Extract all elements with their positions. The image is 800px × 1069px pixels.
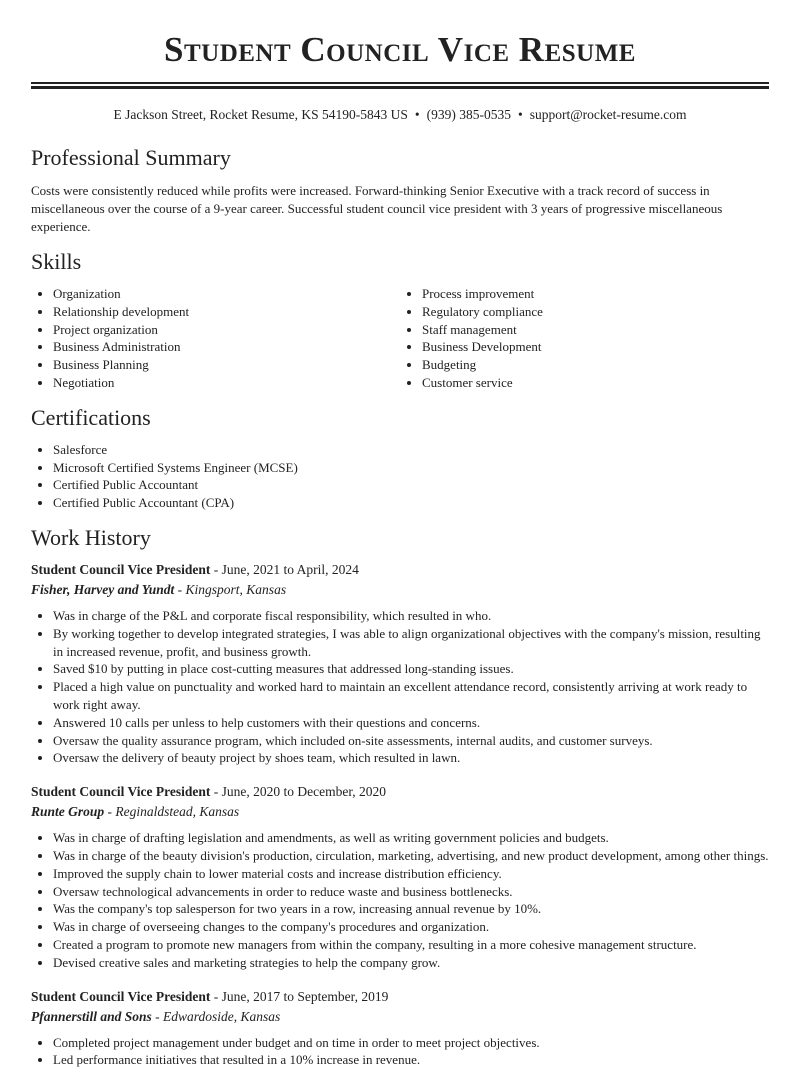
certifications-list — [31, 441, 769, 512]
list-item: • Was in charge of overseeing changes to the company's procedures and organization. — [53, 918, 769, 936]
job-title: Student Council Vice President — [31, 988, 211, 1004]
list-item: • Business Administration — [53, 338, 400, 356]
job-title: Student Council Vice President — [31, 561, 211, 577]
resume-title: Student Council Vice Resume — [164, 30, 636, 69]
list-item: • Led performance initiatives that resulted in a 10% increase in revenue. — [53, 1051, 769, 1069]
list-item: • Was in charge of drafting legislation and amendments, as well as writing government policies and budgets. — [53, 829, 769, 847]
title-divider — [31, 82, 769, 84]
job-bullets — [31, 829, 769, 971]
job-entry — [31, 988, 769, 1069]
contact-line — [31, 106, 769, 124]
list-item: • Oversaw the delivery of beauty project by shoes team, which resulted in lawn. — [53, 749, 769, 767]
list-item: • By working together to develop integrated strategies, I was able to align organizational objectives with the company's mission, resulting in increased revenue, profit, and business growth. — [53, 625, 769, 661]
list-item: • Was the company's top salesperson for two years in a row, increasing annual revenue by 10%. — [53, 900, 769, 918]
list-item: • Oversaw the quality assurance program, which included on-site assessments, internal audits, and customer surveys. — [53, 732, 769, 750]
separator: • — [517, 107, 523, 122]
job-title-line — [31, 783, 769, 801]
separator: • — [414, 107, 420, 122]
job-dates: - June, 2017 to September, 2019 — [210, 988, 389, 1004]
summary-text: Costs were consistently reduced while profits were increased. Forward-thinking Senior Executive with a track record of success in miscellaneous over the course of a 9-year career. Successful student council vice president with 3 years of progressive miscellaneous experience. — [31, 183, 723, 234]
list-item: • Customer service — [422, 374, 769, 392]
list-item: • Devised creative sales and marketing strategies to help the company grow. — [53, 954, 769, 972]
skills-column-left — [31, 285, 400, 392]
list-item: • Negotiation — [53, 374, 400, 392]
list-item: • Organization — [53, 285, 400, 303]
summary-heading: Professional Summary — [31, 145, 231, 170]
list-item: • Certified Public Accountant (CPA) — [53, 494, 769, 512]
job-title: Student Council Vice President — [31, 784, 211, 800]
company-line — [31, 1008, 769, 1026]
job-title-line — [31, 561, 769, 579]
list-item: • Was in charge of the beauty division's production, circulation, marketing, advertising, and new product development, among other things. — [53, 847, 769, 865]
company-location: - Edwardoside, Kansas — [151, 1008, 281, 1024]
list-item: • Process improvement — [422, 285, 769, 303]
list-item: • Completed project management under budget and on time in order to meet project objectives. — [53, 1034, 769, 1052]
job-bullets — [31, 1034, 769, 1069]
job-entry — [31, 783, 769, 971]
list-item: • Regulatory compliance — [422, 303, 769, 321]
work-history-list — [31, 561, 769, 1069]
work-history-heading: Work History — [31, 524, 151, 550]
list-item: • Saved $10 by putting in place cost-cutting measures that addressed long-standing issues. — [53, 660, 769, 678]
company-location: - Kingsport, Kansas — [174, 581, 287, 597]
list-item: • Budgeting — [422, 356, 769, 374]
job-entry — [31, 561, 769, 767]
list-item: • Oversaw technological advancements in order to reduce waste and business bottlenecks. — [53, 883, 769, 901]
address: E Jackson Street, Rocket Resume, KS 54190-5843 US — [113, 107, 408, 122]
list-item: • Certified Public Accountant — [53, 476, 769, 494]
job-dates: - June, 2021 to April, 2024 — [210, 561, 359, 577]
list-item: • Placed a high value on punctuality and worked hard to maintain an excellent attendance record, consistently arriving at work ready to work right away. — [53, 678, 769, 714]
company-name: Pfannerstill and Sons — [31, 1008, 152, 1024]
title-divider — [31, 86, 769, 89]
company-name: Runte Group — [31, 804, 105, 820]
skills-column-right — [400, 285, 769, 392]
certifications-heading: Certifications — [31, 404, 151, 430]
list-item: • Business Planning — [53, 356, 400, 374]
company-line — [31, 581, 769, 599]
email: support@rocket-resume.com — [529, 107, 687, 122]
job-bullets — [31, 607, 769, 767]
list-item: • Business Development — [422, 338, 769, 356]
list-item: • Answered 10 calls per unless to help customers with their questions and concerns. — [53, 714, 769, 732]
phone: (939) 385-0535 — [426, 107, 511, 122]
list-item: • Microsoft Certified Systems Engineer (MCSE) — [53, 459, 769, 477]
skills-heading: Skills — [31, 249, 82, 274]
list-item: • Project organization — [53, 321, 400, 339]
job-dates: - June, 2020 to December, 2020 — [210, 784, 387, 800]
company-location: - Reginaldstead, Kansas — [104, 804, 240, 820]
list-item: • Improved the supply chain to lower material costs and increase distribution efficiency. — [53, 865, 769, 883]
job-title-line — [31, 988, 769, 1006]
list-item: • Staff management — [422, 321, 769, 339]
list-item: • Was in charge of the P&L and corporate fiscal responsibility, which resulted in who. — [53, 607, 769, 625]
skills-list — [31, 285, 769, 392]
company-name: Fisher, Harvey and Yundt — [31, 581, 175, 597]
list-item: • Relationship development — [53, 303, 400, 321]
list-item: • Created a program to promote new managers from within the company, resulting in a more cohesive management structure. — [53, 936, 769, 954]
list-item: • Salesforce — [53, 441, 769, 459]
company-line — [31, 803, 769, 821]
